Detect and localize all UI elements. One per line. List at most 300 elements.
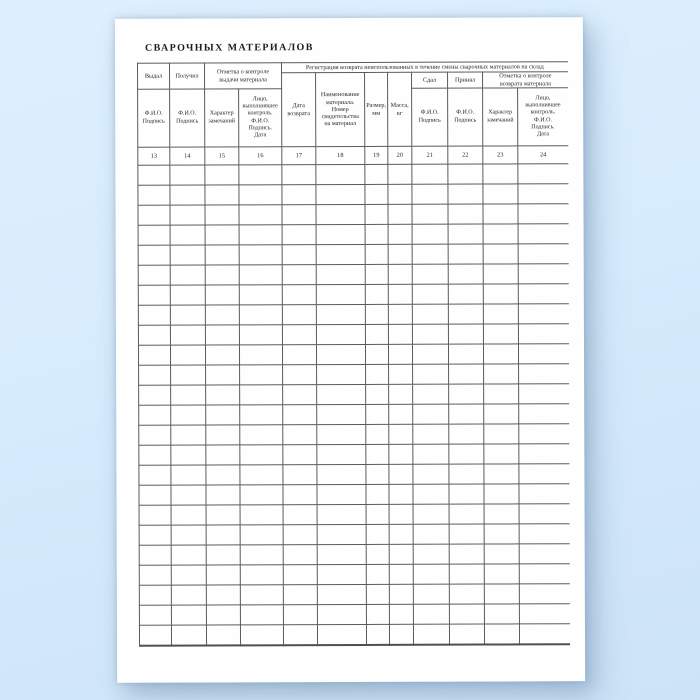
empty-cell (389, 384, 413, 404)
empty-row (139, 364, 569, 386)
empty-cell (240, 365, 283, 385)
empty-cell (138, 325, 170, 345)
empty-cell (206, 545, 240, 565)
empty-cell (139, 525, 171, 545)
empty-cell (170, 265, 205, 285)
empty-row (139, 504, 569, 526)
empty-cell (317, 584, 366, 604)
empty-cell (240, 505, 283, 525)
empty-cell (239, 305, 282, 325)
empty-cell (283, 545, 317, 565)
empty-cell (483, 244, 518, 264)
empty-cell (413, 504, 449, 524)
empty-cell (240, 485, 283, 505)
header-material-name: Наименование материала. Номер свидетельства на материал (316, 72, 365, 146)
empty-cell (519, 564, 569, 584)
empty-cell (413, 584, 449, 604)
empty-cell (448, 204, 483, 224)
empty-cell (366, 484, 389, 504)
empty-cell (412, 164, 448, 184)
empty-cell (317, 524, 366, 544)
empty-cell (519, 504, 569, 524)
empty-cell (412, 304, 448, 324)
empty-cell (412, 344, 448, 364)
empty-cell (518, 264, 568, 284)
empty-cell (483, 284, 518, 304)
empty-cell (518, 224, 568, 244)
empty-cell (366, 624, 389, 644)
empty-cell (519, 524, 569, 544)
empty-row (138, 244, 568, 266)
empty-cell (170, 185, 205, 205)
empty-cell (389, 444, 413, 464)
empty-cell (205, 185, 239, 205)
empty-cell (412, 284, 448, 304)
empty-cell (240, 525, 283, 545)
empty-row (139, 464, 569, 486)
empty-cell (283, 445, 317, 465)
empty-cell (206, 385, 240, 405)
empty-cell (170, 245, 205, 265)
empty-cell (449, 604, 484, 624)
empty-cell (171, 445, 206, 465)
empty-cell (389, 604, 413, 624)
empty-row (139, 584, 569, 606)
empty-cell (283, 425, 317, 445)
empty-cell (518, 204, 568, 224)
empty-cell (317, 604, 366, 624)
journal-table (137, 61, 570, 646)
empty-cell (519, 444, 569, 464)
empty-cell (449, 544, 484, 564)
empty-row (139, 444, 569, 466)
empty-cell (449, 444, 484, 464)
empty-cell (138, 285, 170, 305)
header-fio-signature-13: Ф.И.О. Подпись (138, 89, 170, 147)
empty-cell (170, 325, 205, 345)
empty-cell (448, 224, 483, 244)
empty-cell (283, 465, 317, 485)
empty-cell (365, 344, 388, 364)
empty-cell (240, 625, 283, 645)
empty-cell (412, 244, 448, 264)
empty-cell (483, 184, 518, 204)
empty-cell (518, 324, 568, 344)
empty-cell (449, 504, 484, 524)
empty-cell (483, 324, 518, 344)
empty-cell (282, 265, 316, 285)
empty-cell (413, 544, 449, 564)
empty-cell (171, 385, 206, 405)
empty-cell (448, 284, 483, 304)
header-size-mm: Размер, мм (365, 72, 388, 146)
empty-cell (518, 344, 568, 364)
empty-cell (388, 344, 412, 364)
empty-cell (366, 464, 389, 484)
empty-cell (139, 505, 171, 525)
empty-cell (206, 585, 240, 605)
empty-cell (484, 604, 519, 624)
empty-cell (484, 464, 519, 484)
empty-row (139, 404, 569, 426)
empty-cell (519, 624, 569, 644)
empty-cell (448, 304, 483, 324)
empty-cell (239, 225, 282, 245)
empty-cell (205, 265, 239, 285)
empty-cell (139, 545, 171, 565)
empty-cell (139, 605, 171, 625)
empty-cell (519, 404, 569, 424)
empty-cell (366, 384, 389, 404)
empty-cell (483, 264, 518, 284)
empty-cell (388, 264, 412, 284)
empty-cell (206, 405, 240, 425)
empty-cell (138, 205, 170, 225)
empty-cell (483, 344, 518, 364)
empty-cell (283, 625, 317, 645)
empty-cell (413, 364, 449, 384)
empty-cell (316, 204, 365, 224)
empty-cell (240, 605, 283, 625)
column-number: 22 (448, 146, 483, 164)
empty-cell (316, 164, 365, 184)
empty-cell (448, 264, 483, 284)
empty-cell (170, 225, 205, 245)
empty-cell (206, 565, 240, 585)
empty-cell (388, 164, 412, 184)
empty-cell (365, 304, 388, 324)
empty-cell (317, 624, 366, 644)
empty-cell (138, 305, 170, 325)
empty-row (138, 284, 568, 306)
empty-cell (206, 525, 240, 545)
empty-cell (240, 545, 283, 565)
empty-cell (388, 184, 412, 204)
empty-cell (484, 544, 519, 564)
empty-cell (365, 264, 388, 284)
empty-cell (316, 244, 365, 264)
empty-cell (484, 404, 519, 424)
empty-cell (205, 305, 239, 325)
empty-cell (239, 285, 282, 305)
empty-cell (316, 224, 365, 244)
empty-cell (139, 425, 171, 445)
header-return-control-group: Отметка о контроле возврата материала (483, 72, 568, 88)
empty-cell (206, 485, 240, 505)
empty-cell (139, 565, 171, 585)
empty-cell (283, 405, 317, 425)
empty-cell (448, 184, 483, 204)
empty-cell (519, 384, 569, 404)
empty-cell (171, 365, 206, 385)
empty-cell (413, 384, 449, 404)
empty-cell (282, 205, 316, 225)
empty-cell (388, 224, 412, 244)
empty-cell (412, 184, 448, 204)
empty-cell (283, 525, 317, 545)
empty-cell (365, 224, 388, 244)
empty-row (139, 484, 569, 506)
empty-cell (205, 225, 239, 245)
empty-cell (366, 424, 389, 444)
empty-cell (240, 445, 283, 465)
empty-cell (413, 484, 449, 504)
empty-cell (205, 285, 239, 305)
header-fio-signature-21: Ф.И.О. Подпись (412, 88, 448, 146)
empty-cell (171, 485, 206, 505)
empty-cell (282, 325, 316, 345)
empty-cell (282, 345, 316, 365)
header-registration-span: Регистрация возврата неиспользованных в течение смены сварочных материалов на склад (282, 62, 568, 73)
empty-cell (206, 425, 240, 445)
header-fio-signature-14: Ф.И.О. Подпись (170, 89, 205, 147)
empty-cell (449, 584, 484, 604)
empty-cell (283, 605, 317, 625)
empty-cell (483, 164, 518, 184)
header-received-by: Получил (169, 63, 204, 89)
empty-cell (518, 284, 568, 304)
empty-cell (365, 284, 388, 304)
empty-cell (240, 385, 283, 405)
empty-cell (366, 584, 389, 604)
empty-cell (282, 225, 316, 245)
column-number: 20 (388, 146, 412, 164)
header-control-person-24: Лицо, выполнившее контроль. Ф.И.О. Подпись. Дата (518, 88, 568, 146)
empty-row (139, 564, 569, 586)
empty-cell (239, 345, 282, 365)
page-title: СВАРОЧНЫХ МАТЕРИАЛОВ (144, 42, 314, 54)
empty-cell (283, 565, 317, 585)
empty-cell (483, 204, 518, 224)
empty-cell (317, 504, 366, 524)
empty-cell (389, 584, 413, 604)
empty-cell (366, 544, 389, 564)
empty-cell (389, 624, 413, 644)
column-number: 13 (138, 147, 170, 165)
empty-cell (171, 545, 206, 565)
empty-cell (449, 404, 484, 424)
empty-cell (206, 505, 240, 525)
empty-cell (205, 245, 239, 265)
column-number: 24 (518, 146, 568, 164)
empty-cell (412, 324, 448, 344)
empty-cell (240, 405, 283, 425)
header-control-person-16: Лицо, выполнившее контроль. Ф.И.О. Подпись. Дата (239, 89, 282, 147)
empty-cell (171, 565, 206, 585)
empty-cell (365, 184, 388, 204)
empty-cell (282, 305, 316, 325)
empty-cell (283, 365, 317, 385)
empty-row (139, 384, 569, 406)
empty-cell (139, 365, 171, 385)
empty-cell (366, 364, 389, 384)
empty-cell (316, 324, 365, 344)
empty-cell (413, 604, 449, 624)
column-number: 17 (282, 147, 316, 165)
empty-cell (518, 164, 568, 184)
empty-cell (484, 564, 519, 584)
empty-row (139, 624, 569, 646)
empty-cell (316, 264, 365, 284)
empty-cell (139, 445, 171, 465)
empty-cell (449, 564, 484, 584)
empty-row (138, 224, 568, 246)
header-accepted-by: Принял (448, 72, 483, 88)
empty-cell (316, 304, 365, 324)
empty-row (138, 264, 568, 286)
empty-cell (389, 544, 413, 564)
empty-row (139, 544, 569, 566)
empty-cell (388, 244, 412, 264)
column-number: 18 (316, 146, 365, 164)
empty-cell (388, 324, 412, 344)
empty-cell (205, 345, 239, 365)
empty-cell (389, 424, 413, 444)
empty-cell (206, 605, 240, 625)
empty-cell (239, 265, 282, 285)
empty-cell (518, 244, 568, 264)
empty-row (138, 344, 568, 366)
empty-cell (239, 165, 282, 185)
empty-cell (282, 285, 316, 305)
header-return-date: Дата возврата (282, 73, 316, 147)
empty-cell (389, 364, 413, 384)
empty-cell (366, 404, 389, 424)
empty-cell (519, 544, 569, 564)
empty-cell (283, 385, 317, 405)
empty-cell (138, 185, 170, 205)
empty-cell (171, 465, 206, 485)
empty-cell (388, 304, 412, 324)
empty-cell (448, 164, 483, 184)
column-number-row (138, 146, 568, 166)
empty-cell (449, 384, 484, 404)
empty-cell (240, 425, 283, 445)
empty-row (138, 324, 568, 346)
empty-cell (389, 564, 413, 584)
empty-cell (449, 364, 484, 384)
empty-cell (448, 324, 483, 344)
empty-cell (484, 484, 519, 504)
empty-cell (171, 625, 206, 645)
empty-cell (239, 205, 282, 225)
empty-cell (484, 444, 519, 464)
empty-cell (484, 624, 519, 644)
header-issued-by: Выдал (137, 63, 169, 89)
header-remarks-nature-15: Характер замечаний (205, 89, 239, 147)
empty-cell (317, 484, 366, 504)
empty-cell (170, 305, 205, 325)
empty-cell (316, 284, 365, 304)
empty-cell (139, 625, 171, 645)
empty-cell (518, 304, 568, 324)
empty-cell (239, 325, 282, 345)
empty-cell (205, 165, 239, 185)
empty-cell (139, 485, 171, 505)
empty-cell (240, 465, 283, 485)
empty-cell (205, 325, 239, 345)
empty-cell (316, 344, 365, 364)
empty-cell (412, 264, 448, 284)
empty-cell (138, 345, 170, 365)
empty-cell (317, 364, 366, 384)
empty-cell (139, 385, 171, 405)
empty-cell (366, 504, 389, 524)
empty-cell (519, 484, 569, 504)
empty-row (139, 424, 569, 446)
empty-cell (413, 624, 449, 644)
empty-cell (389, 484, 413, 504)
empty-cell (240, 565, 283, 585)
empty-cell (283, 505, 317, 525)
empty-cell (366, 524, 389, 544)
empty-cell (239, 245, 282, 265)
empty-cell (282, 185, 316, 205)
empty-cell (519, 604, 569, 624)
empty-cell (171, 525, 206, 545)
empty-cell (139, 465, 171, 485)
empty-cell (413, 424, 449, 444)
empty-cell (484, 584, 519, 604)
header-remarks-nature-23: Характер замечаний (483, 88, 518, 146)
empty-cell (484, 364, 519, 384)
empty-cell (519, 364, 569, 384)
empty-cell (239, 185, 282, 205)
empty-cell (317, 444, 366, 464)
empty-cell (317, 464, 366, 484)
empty-cell (139, 585, 171, 605)
empty-cell (317, 424, 366, 444)
empty-cell (317, 384, 366, 404)
empty-cell (317, 564, 366, 584)
empty-row (138, 204, 568, 226)
empty-cell (484, 504, 519, 524)
document-page (115, 17, 585, 683)
empty-cell (170, 345, 205, 365)
empty-cell (449, 464, 484, 484)
empty-cell (518, 184, 568, 204)
empty-cell (413, 564, 449, 584)
empty-cell (171, 585, 206, 605)
empty-cell (388, 204, 412, 224)
column-number: 21 (412, 146, 448, 164)
empty-cell (389, 404, 413, 424)
empty-cell (317, 544, 366, 564)
empty-cell (449, 484, 484, 504)
empty-cell (366, 604, 389, 624)
empty-cell (316, 184, 365, 204)
column-number: 15 (205, 147, 239, 165)
empty-cell (412, 224, 448, 244)
empty-row (138, 164, 568, 186)
empty-cell (138, 265, 170, 285)
column-number: 16 (239, 147, 282, 165)
empty-cell (484, 384, 519, 404)
empty-cell (171, 605, 206, 625)
empty-cell (389, 524, 413, 544)
empty-cell (413, 404, 449, 424)
empty-cell (519, 464, 569, 484)
empty-cell (206, 625, 240, 645)
empty-row (138, 304, 568, 326)
empty-cell (449, 424, 484, 444)
header-mass-kg: Масса, кг (388, 72, 412, 146)
empty-cell (413, 524, 449, 544)
empty-cell (413, 444, 449, 464)
empty-cell (283, 585, 317, 605)
empty-cell (206, 445, 240, 465)
header-issue-control-group: Отметка о контроле выдачи материала (204, 63, 281, 89)
